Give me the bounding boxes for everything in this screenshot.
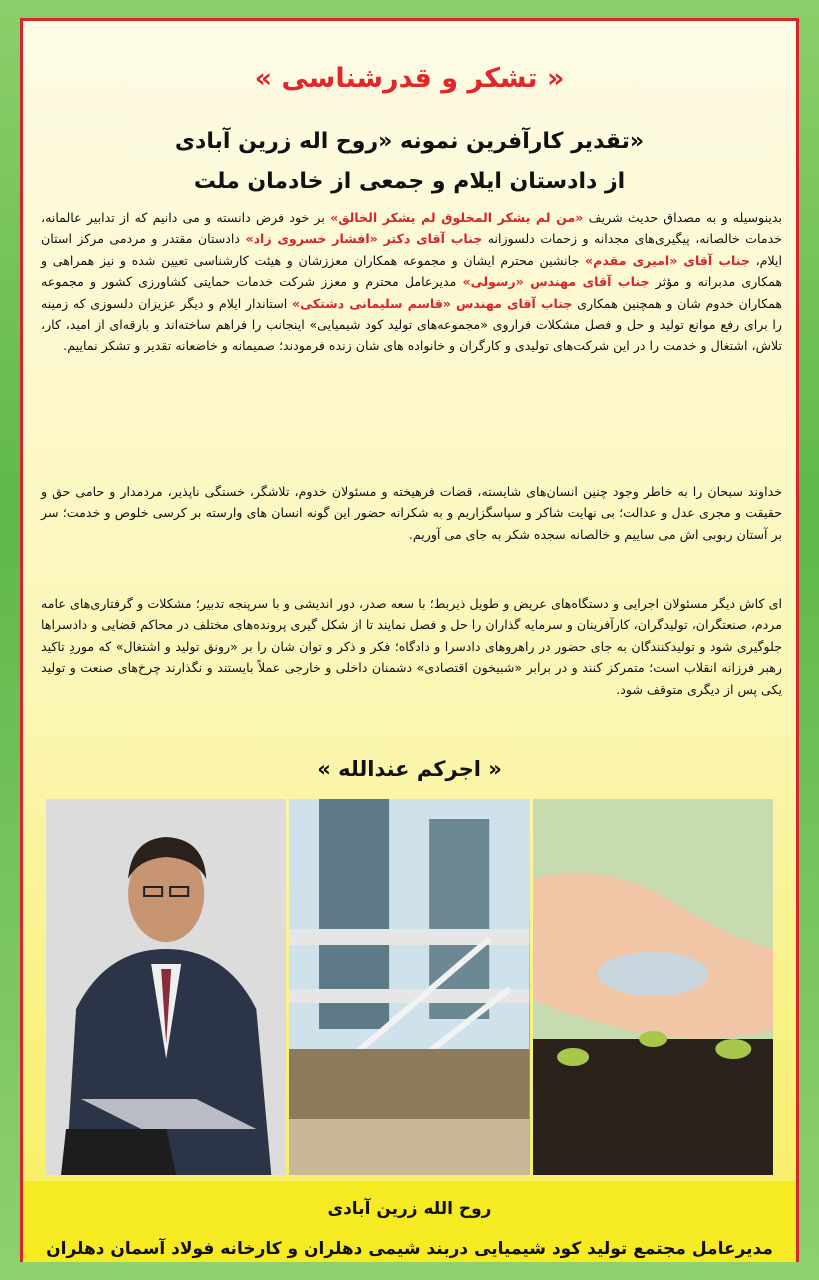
poster-frame bbox=[20, 18, 799, 1262]
photo-strip bbox=[46, 799, 773, 1175]
person-title: مدیرعامل مجتمع تولید کود شیمیایی دربند شیمی دهلران و کارخانه فولاد آسمان دهلران bbox=[46, 1239, 773, 1259]
highlighted-text: جناب آقای مهندس «قاسم سلیمانی دشتکی» bbox=[291, 295, 573, 311]
person-name: روح الله زرین آبادی bbox=[327, 1199, 492, 1219]
paragraph-1 bbox=[41, 207, 782, 357]
portrait-illustration bbox=[46, 799, 286, 1175]
factory-illustration bbox=[289, 799, 529, 1175]
body-text: استاندار ایلام و دیگر عزیزان دلسوزی که زمینه را برای رفع موانع تولید و حل و فصل مشکلات فراروی «مجموعه‌های تولید کود شیمیایی» اینجانب را فراهم ساخته‌اند و بارقه‌ای از امید، کار، تلاش، اشتغال و خدمت را در این شرکت‌های تولیدی و کارگران و خانواده های شان زنده فرمودند؛ صمیمانه و خاضعانه تقدیر و تشکر نماییم. bbox=[41, 295, 782, 354]
portrait-photo bbox=[46, 799, 286, 1175]
subtitle-line-1: تقدیر کارآفرین نمونه «روح اله زرین آبادی» bbox=[174, 129, 645, 154]
highlighted-text: جناب آقای دکتر «افشار خسروی زاد» bbox=[245, 231, 483, 247]
closing-phrase: « اجرکم عندالله » bbox=[317, 757, 502, 781]
body-text: دادستان مقتدر و مردمی مرکز استان ایلام، bbox=[41, 231, 782, 268]
highlighted-text: «من لم یشکر المخلوق لم یشکر الخالق» bbox=[330, 210, 584, 225]
highlighted-text: جناب آقای مهندس «رسولی» bbox=[462, 274, 650, 290]
seeds-illustration bbox=[533, 799, 773, 1175]
body-text: بدینوسیله و به مصداق حدیث شریف bbox=[583, 210, 782, 225]
seeds-photo bbox=[533, 799, 773, 1175]
paragraph-3: ای کاش دیگر مسئولان اجرایی و دستگاه‌های عریض و طویل ذیربط؛ با سعه صدر، دور اندیشی و با سرپنجه تدبیر؛ مشکلات و گرفتاری‌های عامه مردم، صنعتگران، تولیدگران، کارآفرینان و سرمایه گذاران را حل و فصل نمایند تا از شکل گیری پرونده‌های مختلف در محاکم قضایی و دادسراها جلوگیری شود و تولیدکنندگان به جای حضور در راهروهای دادسرا و دادگاه؛ فکر و ذکر و توان شان را بر «رونق تولید و اشتغال» که موردِ تاکید رهبر فرزانه انقلاب است؛ متمرکز کنند و در برابر «شبیخون اقتصادی» دشمنان داخلی و خارجی عملاً بایستند و نگذارند چرخ‌های صنعت و تولید یکی پس از دیگری متوقف شود. bbox=[41, 596, 782, 697]
body-text: جانشین محترم ایشان و مجموعه همکاران معززشان و هیئت کارشناسی تعیین شده و نیز همراهی و همکاری مدبرانه و مؤثر bbox=[41, 252, 782, 290]
factory-photo bbox=[289, 799, 529, 1175]
subtitle-line-2: از دادستان ایلام و جمعی از خادمان ملت bbox=[193, 169, 626, 194]
paragraph-2: خداوند سبحان را به خاطر وجود چنین انسان‌های شایسته، قضات فرهیخته و مسئولان خدوم، تلاشگر، خستگی ناپذیر، مردمدار و حامی حق و حقیقت و مجری عدل و عدالت؛ بی نهایت شاکر و سپاسگزاریم و به شکرانه حضور این گونه انسان های وارسته بر کرسی خلوص و خدمت؛ سر بر آستان ربوبی اش می ساییم و خالصانه سجده شکر به جای می آوریم. bbox=[41, 484, 782, 542]
main-title: « تشکر و قدرشناسی » bbox=[254, 63, 565, 94]
highlighted-text: جناب آقای «امیری مقدم» bbox=[584, 252, 750, 268]
body-text: مدیرعامل محترم و معزز شرکت خدمات حمایتی کشاورزی کشور و مجموعه همکاران خدوم شان و همچنین همکاری bbox=[41, 274, 782, 311]
body-text: بر خود فرض دانسته و می دانیم که از تدابیر عالمانه، خدمات خالصانه، پیگیری‌های مجدانه و زحمات دلسوزانه bbox=[41, 210, 783, 247]
